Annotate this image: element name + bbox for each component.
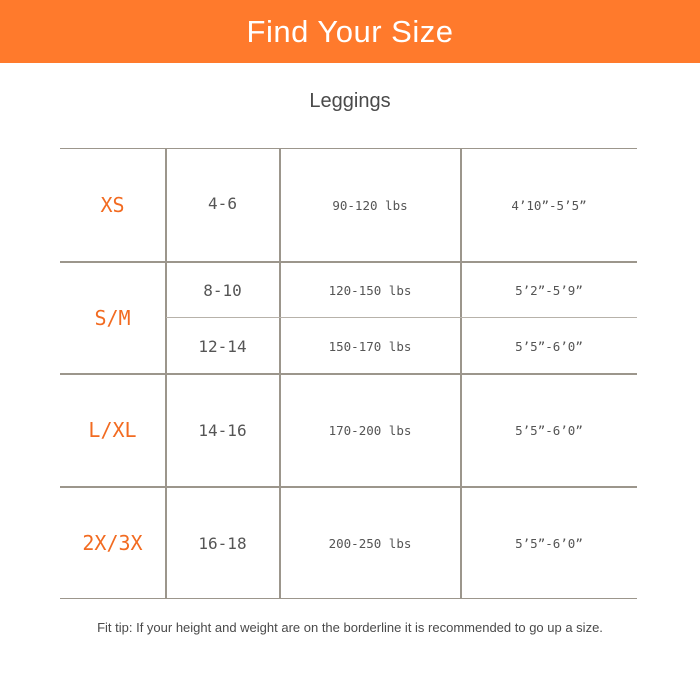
height-range: 5’2”-5’9” [515,282,583,298]
height-range: 5’5”-6’0” [515,535,583,551]
weight-range: 200-250 lbs [328,535,412,551]
size-range: 16-18 [198,533,247,553]
size-range: 8-10 [203,280,242,300]
product-name: Leggings [309,90,391,112]
size-range: 12-14 [198,336,247,356]
size-label-lxl: L/XL [88,418,137,442]
size-chart-table [60,148,637,599]
size-label-sm: S/M [94,306,131,330]
weight-range: 150-170 lbs [328,338,412,354]
height-range: 5’5”-6’0” [515,338,583,354]
weight-range: 90-120 lbs [332,197,408,213]
size-label-2x3x: 2X/3X [82,531,143,555]
weight-range: 120-150 lbs [328,282,412,298]
height-range: 4’10”-5’5” [511,197,587,213]
header-banner [0,0,700,63]
weight-range: 170-200 lbs [328,422,412,438]
fit-tip: Fit tip: If your height and weight are on the borderline it is recommended to go up a size. [97,620,603,635]
size-label-xs: XS [100,193,125,217]
height-range: 5’5”-6’0” [515,422,583,438]
size-range: 14-16 [198,420,247,440]
size-range: 4-6 [208,193,237,213]
page-title: Find Your Size [246,13,454,49]
